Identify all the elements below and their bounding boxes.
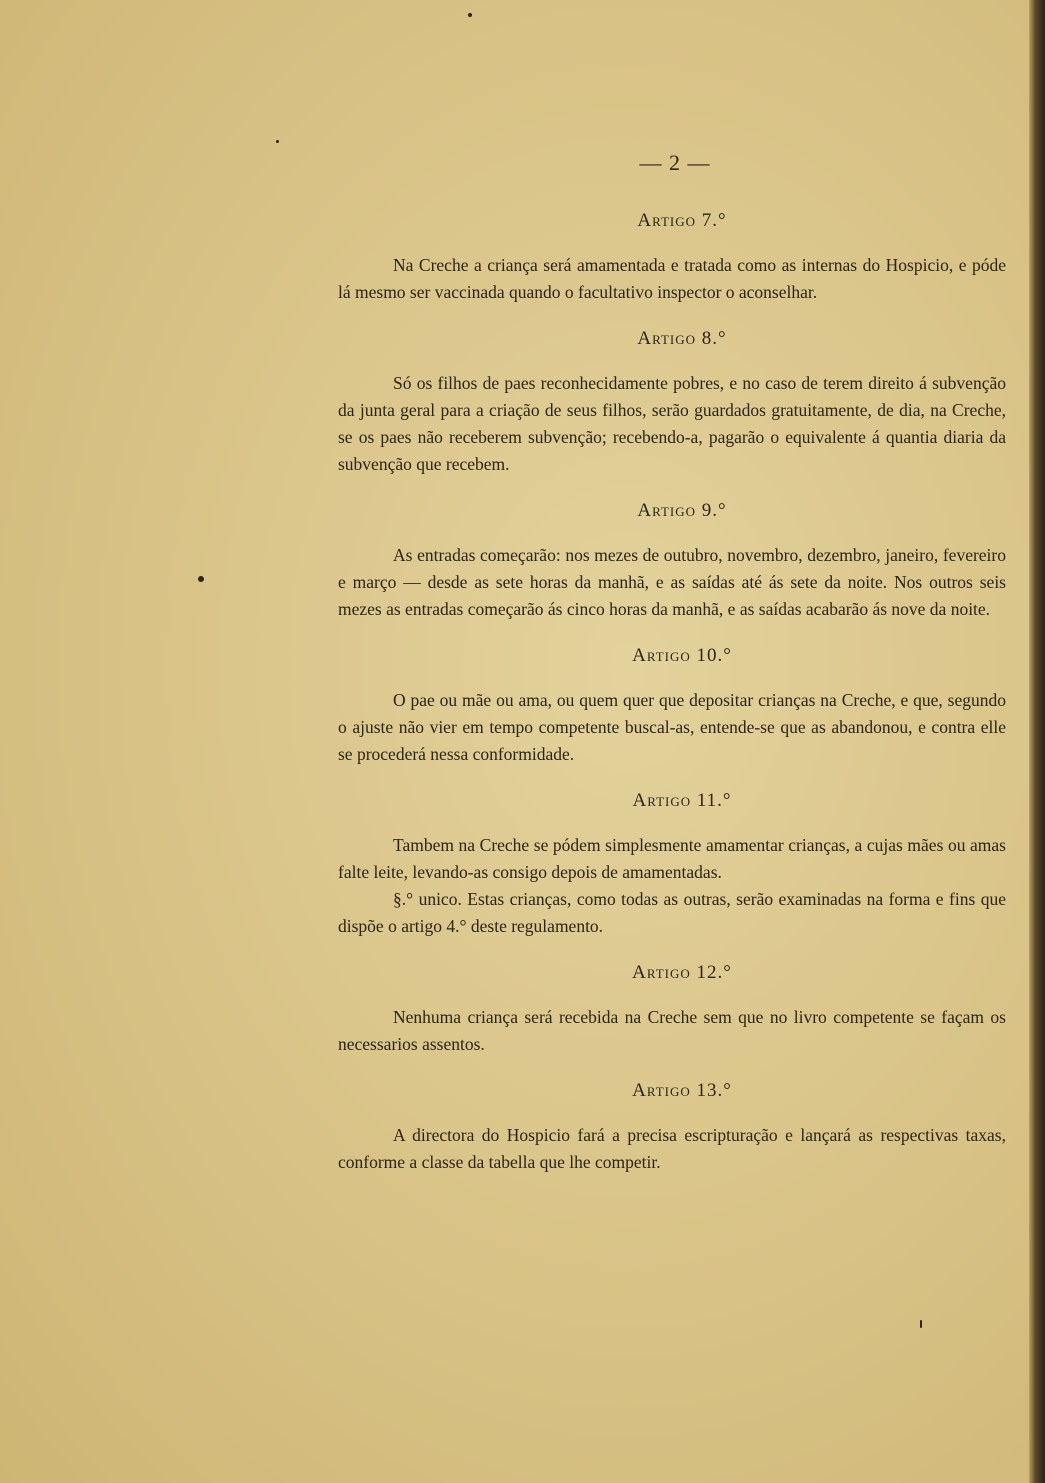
article-9	[338, 500, 1006, 623]
ink-speck	[468, 13, 472, 17]
article-paragraph: Tambem na Creche se pódem simplesmente amamentar crianças, a cujas mães ou amas falte leite, levando-as consigo depois de amamentadas.	[338, 835, 1006, 882]
article-paragraph: Na Creche a criança será amamentada e tratada como as internas do Hospicio, e póde lá mesmo ser vaccinada quando o facultativo inspector o aconselhar.	[338, 255, 1006, 302]
article-heading: Artigo 10.°	[632, 645, 732, 666]
article-heading: Artigo 8.°	[637, 328, 727, 349]
article-12	[338, 962, 1006, 1058]
ink-speck	[920, 1320, 922, 1328]
article-10	[338, 645, 1006, 768]
article-paragraph-unico: §.° unico. Estas crianças, como todas as outras, serão examinadas na forma e fins que dispõe o artigo 4.° deste regulamento.	[338, 889, 1006, 936]
article-paragraph: As entradas começarão: nos mezes de outubro, novembro, dezembro, janeiro, fevereiro e março — desde as sete horas da manhã, e as saídas até ás sete da noite. Nos outros seis mezes as entradas começarão ás cinco horas da manhã, e as saídas acabarão ás nove da noite.	[338, 545, 1006, 619]
article-7	[338, 210, 1006, 306]
article-paragraph: A directora do Hospicio fará a precisa escripturação e lançará as respectivas taxas, conforme a classe da tabella que lhe competir.	[338, 1125, 1006, 1172]
article-paragraph: O pae ou mãe ou ama, ou quem quer que depositar crianças na Creche, e que, segundo o ajuste não vier em tempo competente buscal-as, entende-se que as abandonou, e contra elle se procederá nessa conformidade.	[338, 690, 1006, 764]
article-11	[338, 790, 1006, 940]
article-paragraph: Só os filhos de paes reconhecidamente pobres, e no caso de terem direito á subvenção da junta geral para a criação de seus filhos, serão guardados gratuitamente, de dia, na Creche, se os paes não receberem subvenção; recebendo-a, pagarão o equivalente á quantia diaria da subvenção que recebem.	[338, 373, 1006, 474]
article-heading: Artigo 11.°	[632, 790, 732, 811]
ink-speck	[276, 140, 279, 143]
article-heading: Artigo 12.°	[632, 962, 732, 983]
article-heading: Artigo 13.°	[632, 1080, 732, 1101]
article-heading: Artigo 9.°	[637, 500, 727, 521]
article-8	[338, 328, 1006, 478]
page-number: — 2 —	[639, 150, 711, 175]
ink-speck	[198, 576, 204, 582]
document-body	[338, 210, 1006, 1198]
article-13	[338, 1080, 1006, 1176]
page-edge-shadow	[1029, 0, 1045, 1483]
article-heading: Artigo 7.°	[637, 210, 727, 231]
article-paragraph: Nenhuma criança será recebida na Creche sem que no livro competente se façam os necessarios assentos.	[338, 1007, 1006, 1054]
